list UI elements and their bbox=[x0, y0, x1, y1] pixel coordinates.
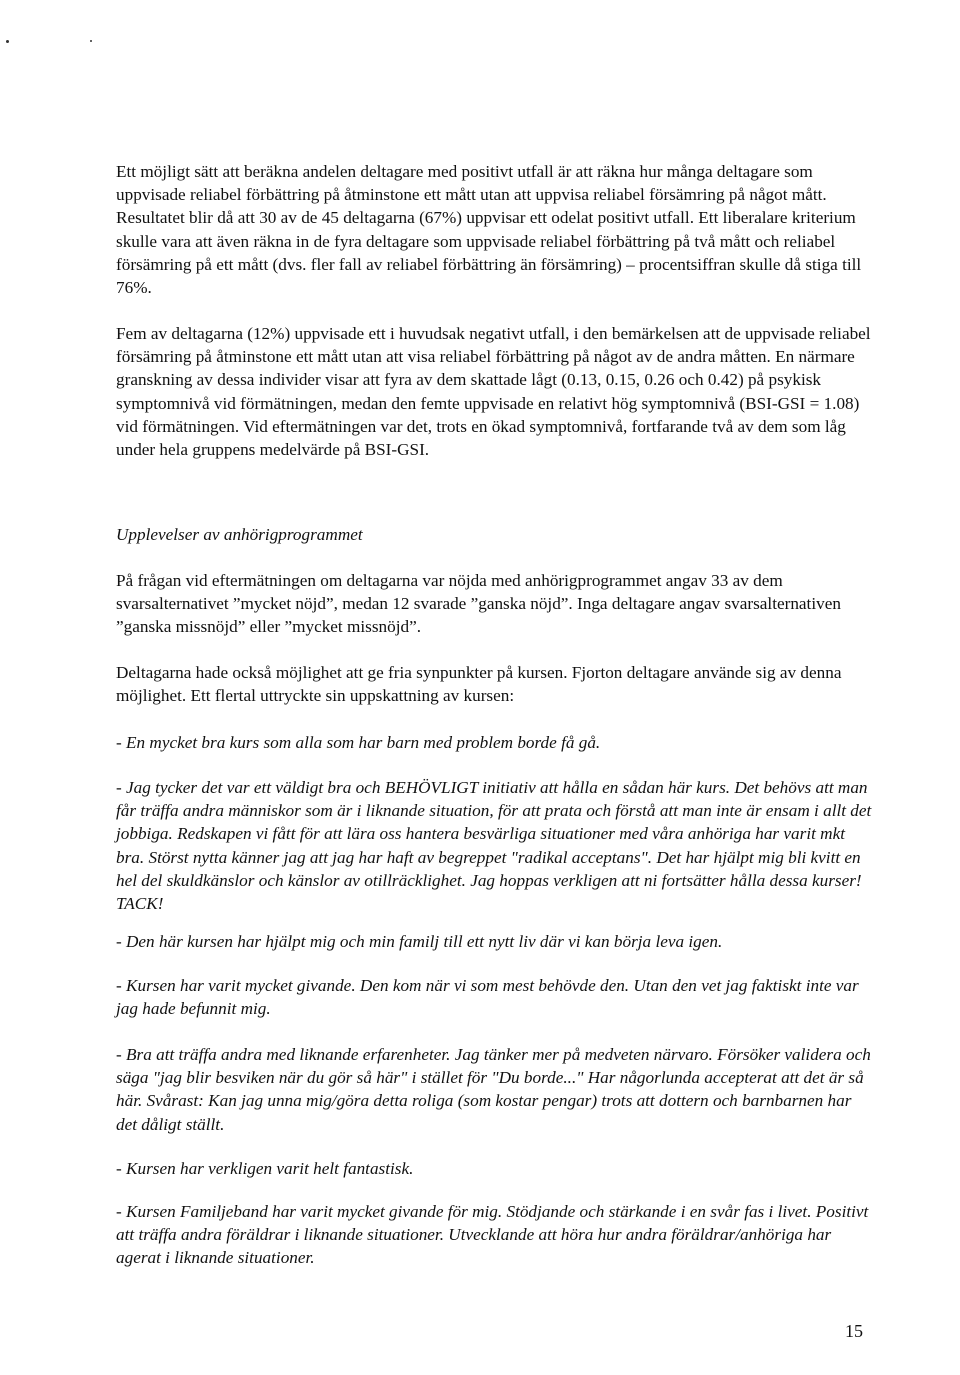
quote-item: - Kursen har verkligen varit helt fantastisk. bbox=[116, 1159, 414, 1178]
quote-item: - En mycket bra kurs som alla som har barn med problem borde få gå. bbox=[116, 733, 601, 752]
quote-item: - Den här kursen har hjälpt mig och min familj till ett nytt liv där vi kan börja leva igen. bbox=[116, 932, 723, 951]
page-number: 15 bbox=[845, 1321, 863, 1341]
quote-item: - Kursen Familjeband har varit mycket givande för mig. Stödjande och stärkande i en svår fas i livet. Positivt att träffa andra föräldrar i liknande situationer. Utvecklande att höra hur andra föräldrar/anhöriga har agerat i liknande situationer. bbox=[116, 1202, 869, 1268]
paragraph-positive-outcome: Ett möjligt sätt att beräkna andelen deltagare med positivt utfall är att räkna hur många deltagare som uppvisade reliabel förbättring på åtminstone ett mått utan att uppvisa reliabel försämring på något mått. Resultatet blir då att 30 av de 45 deltagarna (67%) uppvisar ett odelat positivt utfall. Ett liberalare kriterium skulle vara att även räkna in de fyra deltagare som uppvisade reliabel förbättring på två mått och reliabel försämring på ett mått (dvs. fler fall av reliabel förbättring än försämring) – procentsiffran skulle då stiga till 76%. bbox=[116, 162, 862, 298]
quote-item: - Kursen har varit mycket givande. Den kom när vi som mest behövde den. Utan den vet jag faktiskt inte var jag hade befunnit mig. bbox=[116, 976, 859, 1019]
section-heading: Upplevelser av anhörigprogrammet bbox=[116, 525, 363, 544]
scan-artifact bbox=[90, 40, 92, 42]
quote-item: - Bra att träffa andra med liknande erfarenheter. Jag tänker mer på medveten närvaro. Försöker validera och säga "jag blir besviken när du gör så här" i stället för "Du borde..." Har någorlunda accepterat att det är så här. Svårast: Kan jag unna mig/göra detta roliga (som kostar pengar) trots att dottern och barnbarnen har det dåligt ställt. bbox=[116, 1045, 871, 1134]
paragraph-free-comments: Deltagarna hade också möjlighet att ge fria synpunkter på kursen. Fjorton deltagare använde sig av denna möjlighet. Ett flertal uttryckte sin uppskattning av kursen: bbox=[116, 663, 842, 706]
paragraph-negative-outcome: Fem av deltagarna (12%) uppvisade ett i huvudsak negativt utfall, i den bemärkelsen att de uppvisade reliabel försämring på åtminstone ett mått utan att visa reliabel förbättring på något av de andra måtten. En närmare granskning av dessa individer visar att fyra av dem skattade lågt (0.13, 0.15, 0.26 och 0.42) på psykisk symptomnivå vid förmätningen, medan den femte uppvisade en relativt hög symptomnivå (BSI-GSI = 1.08) vid förmätningen. Vid eftermätningen var det, trots en ökad symptomnivå, fortfarande två av dem som låg under hela gruppens medelvärde på BSI-GSI. bbox=[116, 324, 871, 460]
paragraph-satisfaction: På frågan vid eftermätningen om deltagarna var nöjda med anhörigprogrammet angav 33 av dem svarsalternativet ”mycket nöjd”, medan 12 svarade ”ganska nöjd”. Inga deltagare angav svarsalternativen ”ganska missnöjd” eller ”mycket missnöjd”. bbox=[116, 571, 841, 637]
scan-artifact bbox=[6, 40, 9, 43]
quote-item: - Jag tycker det var ett väldigt bra och BEHÖVLIGT initiativ att hålla en sådan här kurs. Det behövs att man får träffa andra människor som är i liknande situation, för att prata och förstå att man inte är ensam i allt det jobbiga. Redskapen vi fått för att lära oss hantera besvärliga situationer med våra anhöriga har varit mkt bra. Störst nytta känner jag att jag har haft av begreppet "radikal acceptans". Det har hjälpt mig bli kvitt en hel del skuldkänslor och känslor av otillräcklighet. Jag hoppas verkligen att ni fortsätter hålla dessa kurser! TACK! bbox=[116, 778, 872, 914]
